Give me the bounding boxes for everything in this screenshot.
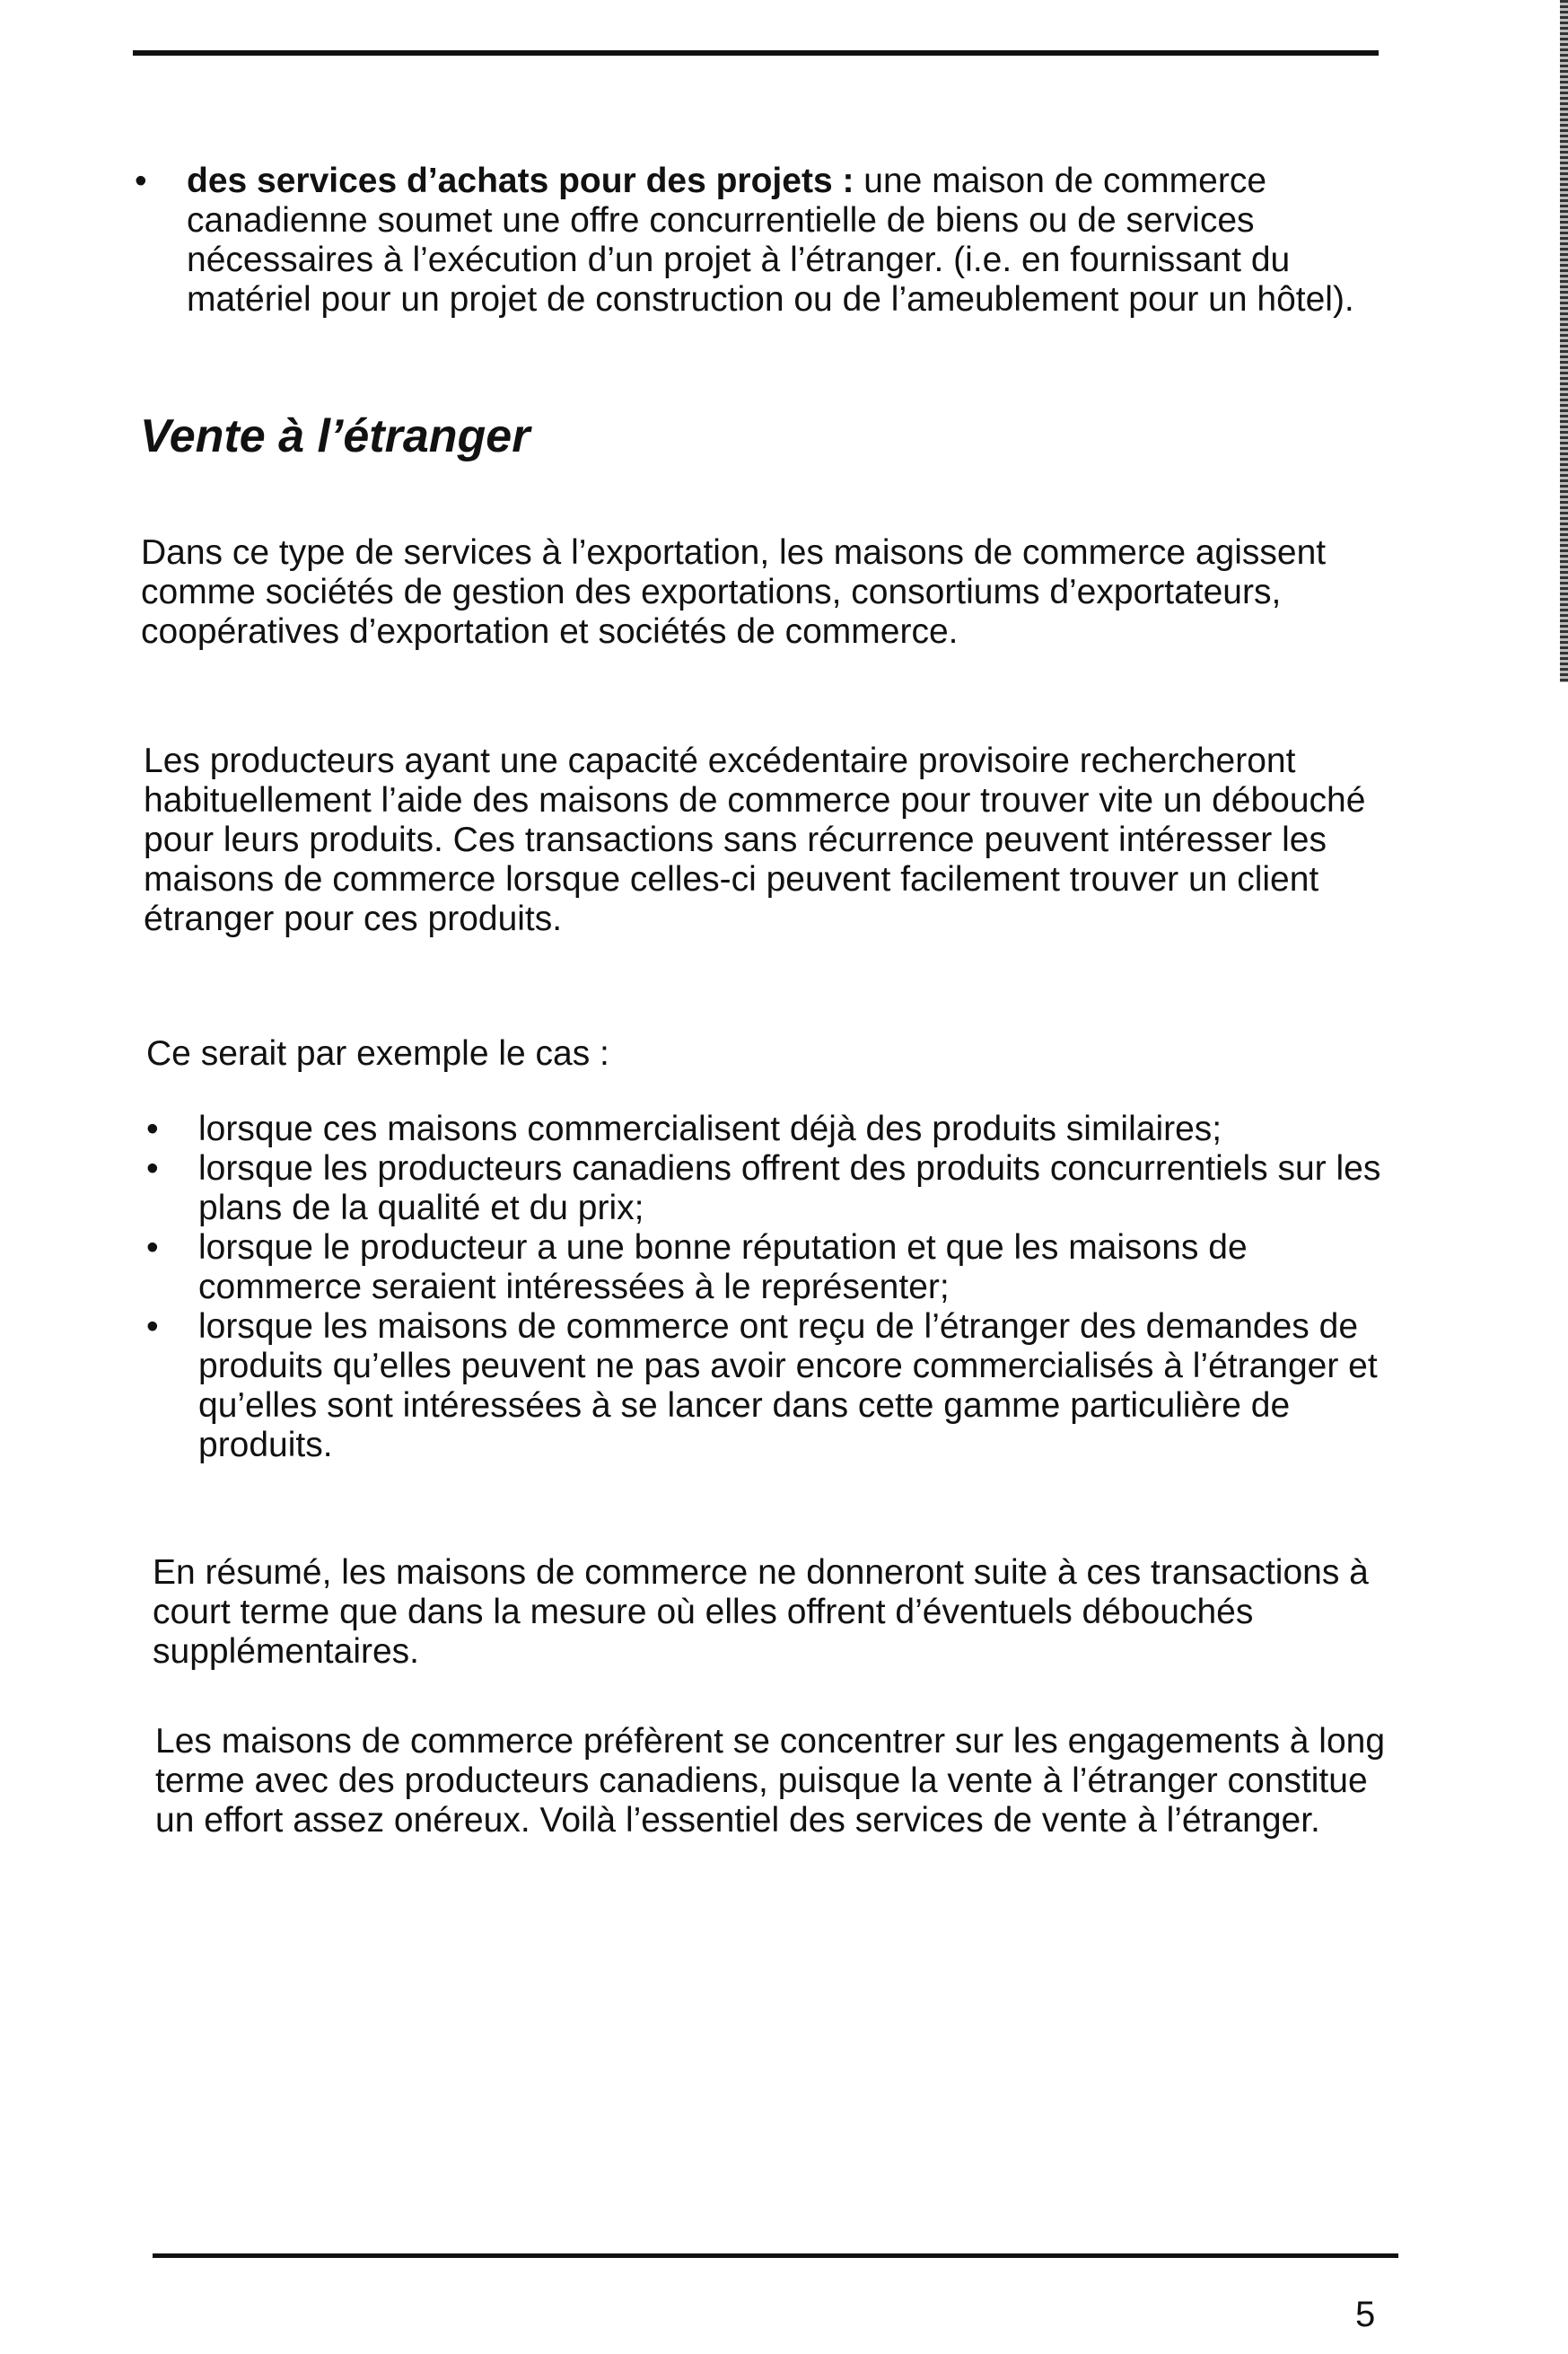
bullet-text: une maison de commerce canadienne soumet une offre concurrentielle de biens ou de services nécessaires à l’exécution d’un projet à l’étranger. (i.e. en fournissant du matériel pour un projet de construction ou de l’ameublement pour un hôtel). [187, 162, 1354, 319]
list-item [135, 162, 1382, 320]
page-number: 5 [1355, 2295, 1376, 2334]
section-heading: Vente à l’étranger [140, 410, 530, 462]
bottom-rule [153, 2253, 1398, 2258]
intro-bullet-list [135, 162, 1382, 320]
list-item: • lorsque le producteur a une bonne réputation et que les maisons de commerce seraient intéressées à le représenter; [146, 1228, 1394, 1307]
scan-edge-strip [1560, 0, 1568, 682]
list-item: • lorsque les producteurs canadiens offrent des produits concurrentiels sur les plans de la qualité et du prix; [146, 1149, 1394, 1228]
list-item: • lorsque les maisons de commerce ont reçu de l’étranger des demandes de produits qu’elles peuvent ne pas avoir encore commercialisés à l’étranger et qu’elles sont intéressées à se lancer dans cette gamme particulière de produits. [146, 1307, 1394, 1465]
top-rule [133, 50, 1379, 56]
list-item: • lorsque ces maisons commercialisent déjà des produits similaires; [146, 1110, 1394, 1149]
paragraph: En résumé, les maisons de commerce ne donneront suite à ces transactions à court terme que dans la mesure où elles offrent d’éventuels débouchés supplémentaires. [153, 1553, 1369, 1671]
paragraph: Dans ce type de services à l’exportation, les maisons de commerce agissent comme sociétés de gestion des exportations, consortiums d’exportateurs, coopératives d’exportation et sociétés de commerce. [141, 533, 1327, 651]
case-bullet-list [146, 1110, 1394, 1465]
paragraph: Les producteurs ayant une capacité excédentaire provisoire rechercheront habituellement l’aide des maisons de commerce pour trouver vite un débouché pour leurs produits. Ces transactions sans récurrence peuvent intéresser les maisons de commerce lorsque celles-ci peuvent facilement trouver un client étranger pour ces produits. [144, 742, 1366, 938]
paragraph: Ce serait par exemple le cas : [146, 1034, 609, 1073]
bullet-bold-lead: des services d’achats pour des projets : [187, 162, 854, 200]
paragraph: Les maisons de commerce préfèrent se concentrer sur les engagements à long terme avec des producteurs canadiens, puisque la vente à l’étranger constitue un effort assez onéreux. Voilà l’essentiel des services de vente à l’étranger. [155, 1722, 1386, 1840]
